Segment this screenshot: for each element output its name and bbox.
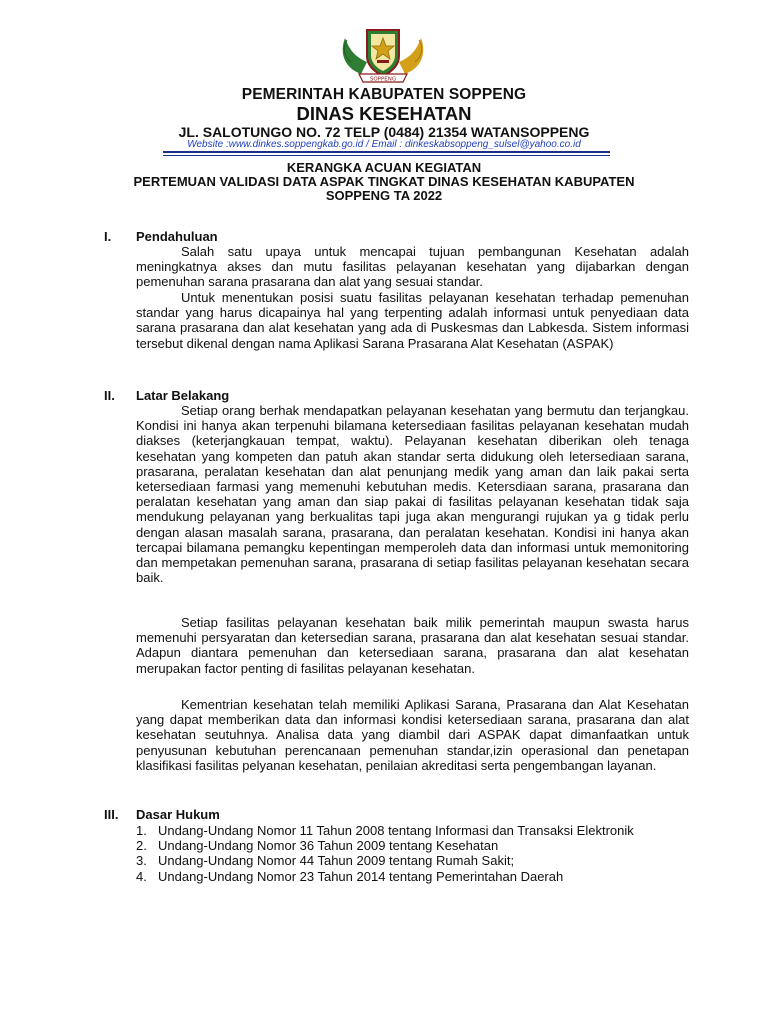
soppeng-emblem-icon [331,22,435,84]
section-heading: Dasar Hukum [136,807,220,822]
list-item-text: Undang-Undang Nomor 44 Tahun 2009 tentang Rumah Sakit; [158,853,515,869]
section-heading: Pendahuluan [136,229,218,244]
list-item [136,853,689,868]
document-title-line1: KERANGKA ACUAN KEGIATAN [286,160,482,175]
list-item-number: 2. [136,838,147,854]
letterhead-rule-thin [163,155,610,156]
emblem-ribbon-text: SOPPENG [369,76,397,83]
legal-basis-list [136,823,689,884]
list-item-text: Undang-Undang Nomor 23 Tahun 2014 tentang Pemerintahan Daerah [158,868,564,884]
list-item [136,838,689,853]
section-heading: Latar Belakang [136,388,230,403]
letterhead-contact: Website :www.dinkes.soppengkab.go.id / Email : dinkeskabsoppeng_sulsel@yahoo.co.id [187,139,581,150]
section-number: III. [104,807,119,822]
paragraph: Untuk menentukan posisi suatu fasilitas pelayanan kesehatan terhadap pemenuhan standar yang harus dicapainya hal yang terpenting adalah informasi untuk penyediaan data sarana prasarana dan alat kesehatan yang ada di Puskesmas dan Labkesda. Sistem informasi tersebut dikenal dengan nama Aplikasi Sarana Prasarana Alat Kesehatan (ASPAK) [136,290,689,351]
list-item-text: Undang-Undang Nomor 36 Tahun 2009 tentang Kesehatan [158,838,499,854]
list-item-text: Undang-Undang Nomor 11 Tahun 2008 tentang Informasi dan Transaksi Elektronik [158,823,634,838]
paragraph: Salah satu upaya untuk mencapai tujuan pembangunan Kesehatan adalah meningkatnya akses dan mutu fasilitas pelayanan kesehatan yang dijabarkan dengan pemenuhan sarana prasarana dan alat yang sesuai standar. [136,244,689,290]
list-item [136,869,689,884]
document-title-line2: PERTEMUAN VALIDASI DATA ASPAK TINGKAT DINAS KESEHATAN KABUPATEN [133,174,635,189]
list-item [136,823,689,838]
letterhead-address: JL. SALOTUNGO NO. 72 TELP (0484) 21354 WATANSOPPENG [178,124,590,140]
letterhead-rule [163,151,610,153]
letterhead-government: PEMERINTAH KABUPATEN SOPPENG [241,86,527,103]
paragraph: Kementrian kesehatan telah memiliki Aplikasi Sarana, Prasarana dan Alat Kesehatan yang dapat memberikan data dan informasi kondisi ketersediaan sarana, prasarana dan alat kesehatan seutuhnya. Analisa data yang diambil dari ASPAK dapat dimanfaatkan untuk penyusunan kebutuhan perencanaan pemenuhan standar,izin operasional dan penetapan klasifikasi fasilitas pelyanan kesehatan, penilaian akreditasi serta pengembangan layanan. [136,697,689,773]
section-number: I. [104,229,112,244]
list-item-number: 4. [136,868,147,884]
document-title-line3: SOPPENG TA 2022 [325,188,443,203]
list-item-number: 1. [136,823,147,838]
paragraph: Setiap orang berhak mendapatkan pelayanan kesehatan yang bermutu dan terjangkau. Kondisi ini hanya akan terpenuhi bilamana ketersediaan fasilitas pelayanan kesehatan mudah diakses (keterjangkauan tempat, waktu). Pelayanan kesehatan diberikan oleh tenaga kesehatan yang kompeten dan patuh akan standar serta didukung oleh letersediaan sarana, prasarana, peralatan kesehatan dan alat penunjang medik yang aman dan laik pakai serta ketersediaan farmasi yang memenuhi kebutuhan medis. Ketersdiaan sarana, prasarana dan peralatan kesehatan yang aman dan siap pakai di fasilitas pelayanan kesehatan tidak saja mendukung pelayanan yang berkualitas tapi juga akan mengurangi rujukan ya g tidak perlu dengan alasan masalah sarana, prasarana, dan peralatan kesehatan. Kondisi ini hanya akan tercapai bilamana pemangku kepentingan memperoleh data dan informasi untuk memonitoring dan mempetakan pemenuhan sarana, prasarana di setiap fasilitas pelayanan kesehatan secara baik. [136,403,689,586]
section-number: II. [104,388,115,403]
letterhead-agency: DINAS KESEHATAN [296,103,472,124]
list-item-number: 3. [136,853,147,869]
paragraph: Setiap fasilitas pelayanan kesehatan baik milik pemerintah maupun swasta harus memenuhi persyaratan dan ketersedian sarana, prasarana dan alat kesehatan sesuai standar. Adapun diantara pemenuhan dan ketersediaan sarana, prasarana dan alat kesehatan merupakan factor penting di fasilitas pelayanan kesehatan. [136,615,689,676]
